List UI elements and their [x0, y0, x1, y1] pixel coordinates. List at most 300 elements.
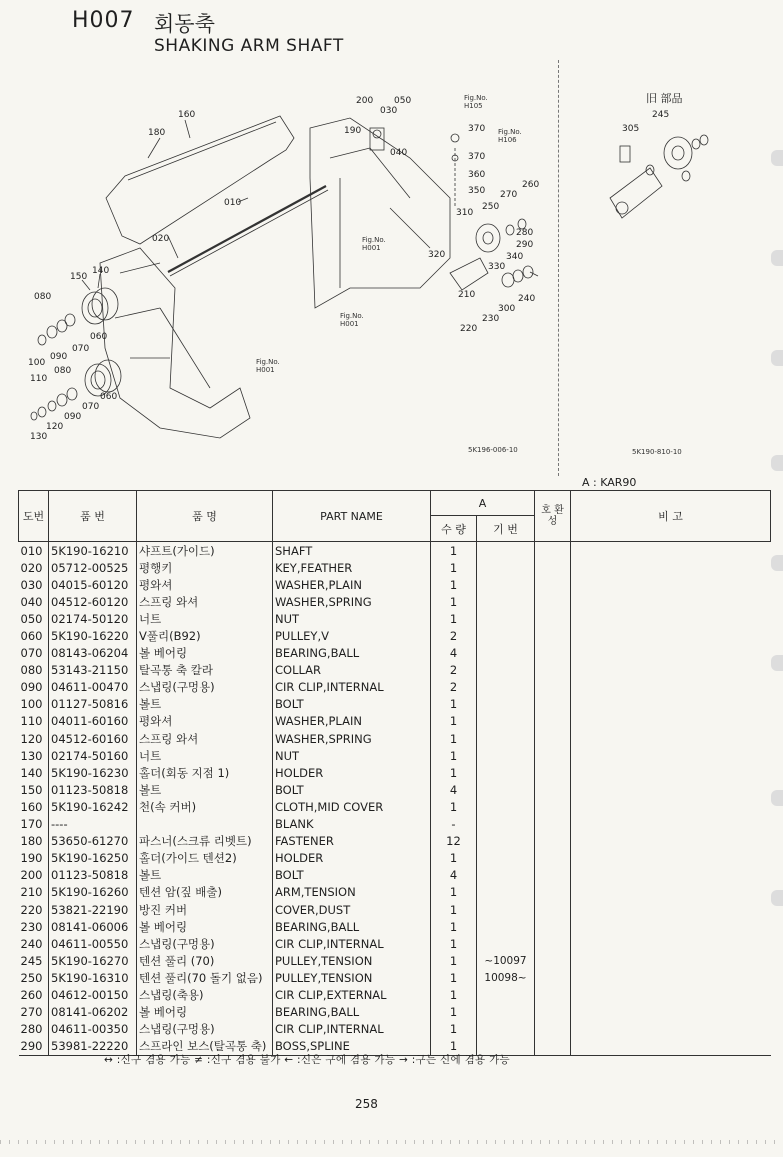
cell-part: 02174-50160	[49, 747, 137, 764]
cell-serial	[477, 798, 535, 815]
cell-serial	[477, 696, 535, 713]
cell-serial	[477, 833, 535, 850]
cell-no: 260	[20, 987, 43, 1002]
cell-part: 01123-50818	[49, 867, 137, 884]
cell-ic	[535, 1038, 571, 1056]
cell-qty: 1	[431, 559, 477, 576]
cell-serial	[477, 713, 535, 730]
diagram-drawing	[10, 58, 770, 476]
table-row	[19, 593, 771, 610]
cell-en: BEARING,BALL	[273, 645, 431, 662]
table-row	[19, 901, 771, 918]
diagram-divider	[558, 60, 559, 476]
binder-tab	[771, 555, 783, 571]
callout-350: 350	[468, 186, 486, 196]
cell-ic	[535, 576, 571, 593]
cell-en: CLOTH,MID COVER	[273, 798, 431, 815]
table-row	[19, 798, 771, 815]
cell-kr: 스냅링(구멍용)	[137, 935, 273, 952]
table-row	[19, 816, 771, 833]
cell-kr: 스프링 와셔	[137, 730, 273, 747]
cell-qty: 1	[431, 918, 477, 935]
cell-kr: V풀리(B92)	[137, 627, 273, 644]
cell-qty: 1	[431, 542, 477, 560]
cell-no: 280	[20, 1022, 43, 1037]
cell-rm	[571, 1021, 771, 1038]
table-row	[19, 986, 771, 1003]
cell-no: 140	[20, 765, 43, 780]
cell-ic	[535, 610, 571, 627]
cell-en: CIR CLIP,INTERNAL	[273, 1021, 431, 1038]
cell-rm	[571, 867, 771, 884]
cell-rm	[571, 627, 771, 644]
cell-part: 08143-06204	[49, 645, 137, 662]
cell-en: COLLAR	[273, 662, 431, 679]
cell-ic	[535, 781, 571, 798]
fig-ref-h001-b: Fig.No. H001	[340, 312, 364, 328]
guide-shaft	[168, 186, 326, 272]
cell-kr: 스냅링(구멍용)	[137, 679, 273, 696]
table-row	[19, 1004, 771, 1021]
cell-no: 080	[20, 663, 43, 678]
old-holder	[620, 146, 630, 162]
callout-290: 290	[516, 240, 534, 250]
old-parts-label: 旧 部品	[646, 92, 683, 105]
cell-kr: 스냅링(구멍용)	[137, 1021, 273, 1038]
callout-140: 140	[92, 266, 110, 276]
callout-030: 030	[380, 106, 398, 116]
cell-rm	[571, 901, 771, 918]
cell-qty: 1	[431, 986, 477, 1003]
figure-id-right: 5K190-810-10	[632, 448, 682, 456]
cell-rm	[571, 662, 771, 679]
cell-no: 110	[20, 714, 43, 729]
cell-no: 220	[20, 902, 43, 917]
cell-serial	[477, 901, 535, 918]
header-qty: 수 량	[431, 516, 477, 542]
cell-part: 5K190-16250	[49, 850, 137, 867]
bottom-edge	[0, 1140, 783, 1144]
cell-part: 53650-61270	[49, 833, 137, 850]
cell-ic	[535, 559, 571, 576]
cell-rm	[571, 884, 771, 901]
cell-no: 150	[20, 782, 43, 797]
table-row	[19, 764, 771, 781]
figure-id-left: 5K196-006-10	[468, 446, 518, 454]
cell-kr: 탈곡통 축 칼라	[137, 662, 273, 679]
table-row	[19, 679, 771, 696]
cell-qty: 1	[431, 747, 477, 764]
cell-no: 200	[20, 868, 43, 883]
table-row	[19, 867, 771, 884]
table-row	[19, 884, 771, 901]
cell-no: 050	[20, 611, 43, 626]
cell-serial	[477, 1004, 535, 1021]
cell-ic	[535, 696, 571, 713]
cell-rm	[571, 798, 771, 815]
cell-kr: 볼 베어링	[137, 1004, 273, 1021]
cell-part: 04512-60160	[49, 730, 137, 747]
cell-en: BEARING,BALL	[273, 1004, 431, 1021]
cell-kr: 샤프트(가이드)	[137, 542, 273, 560]
cell-part: 53143-21150	[49, 662, 137, 679]
cell-serial	[477, 850, 535, 867]
cell-part: 01123-50818	[49, 781, 137, 798]
cell-serial	[477, 645, 535, 662]
cell-en: BOSS,SPLINE	[273, 1038, 431, 1056]
callout-320: 320	[428, 250, 446, 260]
cell-ic	[535, 935, 571, 952]
callout-360: 360	[468, 170, 486, 180]
cell-qty: 1	[431, 576, 477, 593]
callout-180: 180	[148, 128, 166, 138]
cell-qty: 1	[431, 850, 477, 867]
cell-part: 5K190-16270	[49, 952, 137, 969]
cell-no: 230	[20, 919, 43, 934]
cell-ic	[535, 901, 571, 918]
cell-ic	[535, 542, 571, 560]
binder-tab	[771, 790, 783, 806]
cell-rm	[571, 696, 771, 713]
cell-kr: 너트	[137, 610, 273, 627]
cell-ic	[535, 952, 571, 969]
cell-en: BEARING,BALL	[273, 918, 431, 935]
cell-part: 04611-00550	[49, 935, 137, 952]
page-title-kr: 회동축	[154, 12, 215, 36]
table-row	[19, 662, 771, 679]
table-row	[19, 969, 771, 986]
cell-serial	[477, 610, 535, 627]
callout-370: 370	[468, 124, 486, 134]
cell-rm	[571, 850, 771, 867]
cell-no: 190	[20, 851, 43, 866]
cell-en: COVER,DUST	[273, 901, 431, 918]
cell-rm	[571, 747, 771, 764]
table-row	[19, 645, 771, 662]
callout-330: 330	[488, 262, 506, 272]
cell-no: 020	[20, 560, 43, 575]
cell-no: 210	[20, 885, 43, 900]
callout-130: 130	[30, 432, 48, 442]
cell-no: 170	[20, 817, 43, 832]
cell-kr: 홀더(가이드 텐션2)	[137, 850, 273, 867]
cell-ic	[535, 645, 571, 662]
cell-qty: 1	[431, 969, 477, 986]
table-row	[19, 918, 771, 935]
cell-rm	[571, 593, 771, 610]
cell-rm	[571, 764, 771, 781]
cell-serial	[477, 764, 535, 781]
cell-no: 040	[20, 594, 43, 609]
header-interchange: 호 환 성	[535, 491, 571, 542]
cell-part: 5K190-16220	[49, 627, 137, 644]
cell-rm	[571, 1038, 771, 1056]
cell-no: 160	[20, 799, 43, 814]
cell-part: 01127-50816	[49, 696, 137, 713]
callout-100: 100	[28, 358, 46, 368]
binder-tab	[771, 350, 783, 366]
cell-ic	[535, 816, 571, 833]
parts-table-body	[19, 542, 771, 1056]
cell-qty: 1	[431, 713, 477, 730]
cell-part: 04015-60120	[49, 576, 137, 593]
callout-305: 305	[622, 124, 640, 134]
callout-080b: 080	[54, 366, 72, 376]
callout-090: 090	[50, 352, 68, 362]
cell-no: 010	[20, 543, 43, 558]
cell-en: KEY,FEATHER	[273, 559, 431, 576]
cell-no: 120	[20, 731, 43, 746]
cell-serial	[477, 1021, 535, 1038]
cell-serial	[477, 730, 535, 747]
cell-serial	[477, 679, 535, 696]
cell-en: PULLEY,TENSION	[273, 952, 431, 969]
cell-ic	[535, 850, 571, 867]
binder-tab	[771, 150, 783, 166]
cell-en: NUT	[273, 610, 431, 627]
header-serial: 기 번	[477, 516, 535, 542]
cell-ic	[535, 713, 571, 730]
cell-serial	[477, 816, 535, 833]
cell-no: 240	[20, 936, 43, 951]
cell-no: 250	[20, 970, 43, 985]
cell-en: PULLEY,V	[273, 627, 431, 644]
cell-qty: 1	[431, 884, 477, 901]
cell-qty: 1	[431, 1004, 477, 1021]
cell-part: 04611-00470	[49, 679, 137, 696]
cell-kr: 볼트	[137, 696, 273, 713]
v-pulley-upper	[82, 292, 108, 324]
cell-en: HOLDER	[273, 764, 431, 781]
callout-060b: 060	[100, 392, 118, 402]
cell-serial	[477, 559, 535, 576]
cell-ic	[535, 1021, 571, 1038]
cell-en: BLANK	[273, 816, 431, 833]
cell-rm	[571, 610, 771, 627]
callout-200: 200	[356, 96, 374, 106]
exploded-diagram	[10, 58, 770, 476]
cell-rm	[571, 781, 771, 798]
cell-serial	[477, 935, 535, 952]
cell-en: BOLT	[273, 781, 431, 798]
callout-080: 080	[34, 292, 52, 302]
cell-serial: 10098~	[477, 969, 535, 986]
fig-ref-h106: Fig.No. H106	[498, 128, 522, 144]
callout-340: 340	[506, 252, 524, 262]
cell-kr: 텐션 풀리 (70)	[137, 952, 273, 969]
cell-part: 02174-50120	[49, 610, 137, 627]
table-row	[19, 833, 771, 850]
cell-part: 5K190-16260	[49, 884, 137, 901]
cell-en: SHAFT	[273, 542, 431, 560]
cell-rm	[571, 1004, 771, 1021]
callout-270: 270	[500, 190, 518, 200]
fig-ref-h105: Fig.No. H105	[464, 94, 488, 110]
callout-280: 280	[516, 228, 534, 238]
cell-en: WASHER,SPRING	[273, 730, 431, 747]
callout-020: 020	[152, 234, 170, 244]
cell-ic	[535, 1004, 571, 1021]
callout-150: 150	[70, 272, 88, 282]
table-row	[19, 610, 771, 627]
page-number: 258	[355, 1097, 378, 1111]
callout-160: 160	[178, 110, 196, 120]
callout-300: 300	[498, 304, 516, 314]
cell-ic	[535, 764, 571, 781]
callout-190: 190	[344, 126, 362, 136]
cell-rm	[571, 730, 771, 747]
cell-kr: 볼 베어링	[137, 645, 273, 662]
cell-ic	[535, 867, 571, 884]
cell-kr: 텐션 암(짚 배출)	[137, 884, 273, 901]
cell-en: WASHER,PLAIN	[273, 713, 431, 730]
cell-serial	[477, 627, 535, 644]
cell-qty: 4	[431, 781, 477, 798]
frame-right	[310, 118, 450, 308]
cell-part: 04612-00150	[49, 986, 137, 1003]
variant-note: A : KAR90	[582, 476, 637, 489]
callout-240: 240	[518, 294, 536, 304]
cell-kr: 천(속 커버)	[137, 798, 273, 815]
cell-serial	[477, 884, 535, 901]
header-name-en: PART NAME	[273, 491, 431, 542]
table-row	[19, 696, 771, 713]
callout-110: 110	[30, 374, 48, 384]
cell-part: 08141-06006	[49, 918, 137, 935]
table-row	[19, 559, 771, 576]
cell-serial	[477, 986, 535, 1003]
cell-en: CIR CLIP,INTERNAL	[273, 935, 431, 952]
cell-en: HOLDER	[273, 850, 431, 867]
cell-no: 070	[20, 646, 43, 661]
cell-qty: 2	[431, 662, 477, 679]
callout-370b: 370	[468, 152, 486, 162]
cell-kr: 스프링 와셔	[137, 593, 273, 610]
table-row	[19, 850, 771, 867]
cell-serial	[477, 781, 535, 798]
cell-no: 130	[20, 748, 43, 763]
page-title-en: SHAKING ARM SHAFT	[154, 36, 344, 56]
header-group-a: A	[431, 491, 535, 516]
callout-250: 250	[482, 202, 500, 212]
cell-qty: 1	[431, 935, 477, 952]
cell-part: 5K190-16230	[49, 764, 137, 781]
cell-qty: 2	[431, 627, 477, 644]
mid-cover-cloth	[106, 116, 294, 244]
cell-en: CIR CLIP,INTERNAL	[273, 679, 431, 696]
header-name-kr: 품 명	[137, 491, 273, 542]
binder-tab	[771, 455, 783, 471]
cell-serial	[477, 662, 535, 679]
cell-ic	[535, 627, 571, 644]
cell-part: 53821-22190	[49, 901, 137, 918]
cell-serial	[477, 542, 535, 560]
page-code: H007	[72, 8, 135, 33]
cell-qty: 2	[431, 679, 477, 696]
cell-en: PULLEY,TENSION	[273, 969, 431, 986]
cell-no: 060	[20, 629, 43, 644]
cell-ic	[535, 730, 571, 747]
table-row	[19, 627, 771, 644]
callout-245: 245	[652, 110, 670, 120]
old-tension-pulley	[664, 137, 692, 169]
cell-qty: 1	[431, 593, 477, 610]
callout-070b: 070	[82, 402, 100, 412]
callout-090b: 090	[64, 412, 82, 422]
cell-serial	[477, 593, 535, 610]
cell-ic	[535, 884, 571, 901]
cell-serial	[477, 576, 535, 593]
cell-part: 5K190-16210	[49, 542, 137, 560]
callout-060: 060	[90, 332, 108, 342]
cell-rm	[571, 576, 771, 593]
table-row	[19, 542, 771, 560]
cell-no: 180	[20, 834, 43, 849]
callout-070: 070	[72, 344, 90, 354]
callout-230: 230	[482, 314, 500, 324]
cell-kr: 스냅링(축용)	[137, 986, 273, 1003]
table-row	[19, 935, 771, 952]
cell-en: WASHER,SPRING	[273, 593, 431, 610]
cell-part: ----	[49, 816, 137, 833]
cell-rm	[571, 918, 771, 935]
cell-no: 245	[20, 953, 43, 968]
cell-en: NUT	[273, 747, 431, 764]
cell-ic	[535, 662, 571, 679]
cell-part: 08141-06202	[49, 1004, 137, 1021]
cell-part: 5K190-16310	[49, 969, 137, 986]
cell-rm	[571, 679, 771, 696]
cell-qty: 4	[431, 645, 477, 662]
cell-rm	[571, 935, 771, 952]
cell-part: 05712-00525	[49, 559, 137, 576]
binder-tab	[771, 655, 783, 671]
cell-part: 04512-60120	[49, 593, 137, 610]
cell-kr: 너트	[137, 747, 273, 764]
cell-kr: 평행키	[137, 559, 273, 576]
cell-kr	[137, 816, 273, 833]
header-part-no: 품 번	[49, 491, 137, 542]
cell-qty: 1	[431, 696, 477, 713]
cell-ic	[535, 593, 571, 610]
cell-ic	[535, 918, 571, 935]
cell-en: WASHER,PLAIN	[273, 576, 431, 593]
cell-rm	[571, 645, 771, 662]
cell-en: ARM,TENSION	[273, 884, 431, 901]
cell-qty: -	[431, 816, 477, 833]
cell-ic	[535, 747, 571, 764]
callout-010: 010	[224, 198, 242, 208]
cell-part: 53981-22220	[49, 1038, 137, 1056]
cell-rm	[571, 952, 771, 969]
cell-rm	[571, 969, 771, 986]
cell-no: 290	[19, 1038, 49, 1056]
fig-ref-h001-a: Fig.No. H001	[362, 236, 386, 252]
cell-ic	[535, 969, 571, 986]
cell-ic	[535, 833, 571, 850]
parts-table	[18, 490, 771, 1056]
callout-040: 040	[390, 148, 408, 158]
cell-part: 5K190-16242	[49, 798, 137, 815]
fig-ref-h001-c: Fig.No. H001	[256, 358, 280, 374]
cell-en: FASTENER	[273, 833, 431, 850]
cell-kr: 홀더(회동 지점 1)	[137, 764, 273, 781]
cell-en: BOLT	[273, 867, 431, 884]
cell-no: 270	[20, 1005, 43, 1020]
cell-kr: 볼트	[137, 867, 273, 884]
cell-kr: 방진 커버	[137, 901, 273, 918]
callout-260: 260	[522, 180, 540, 190]
